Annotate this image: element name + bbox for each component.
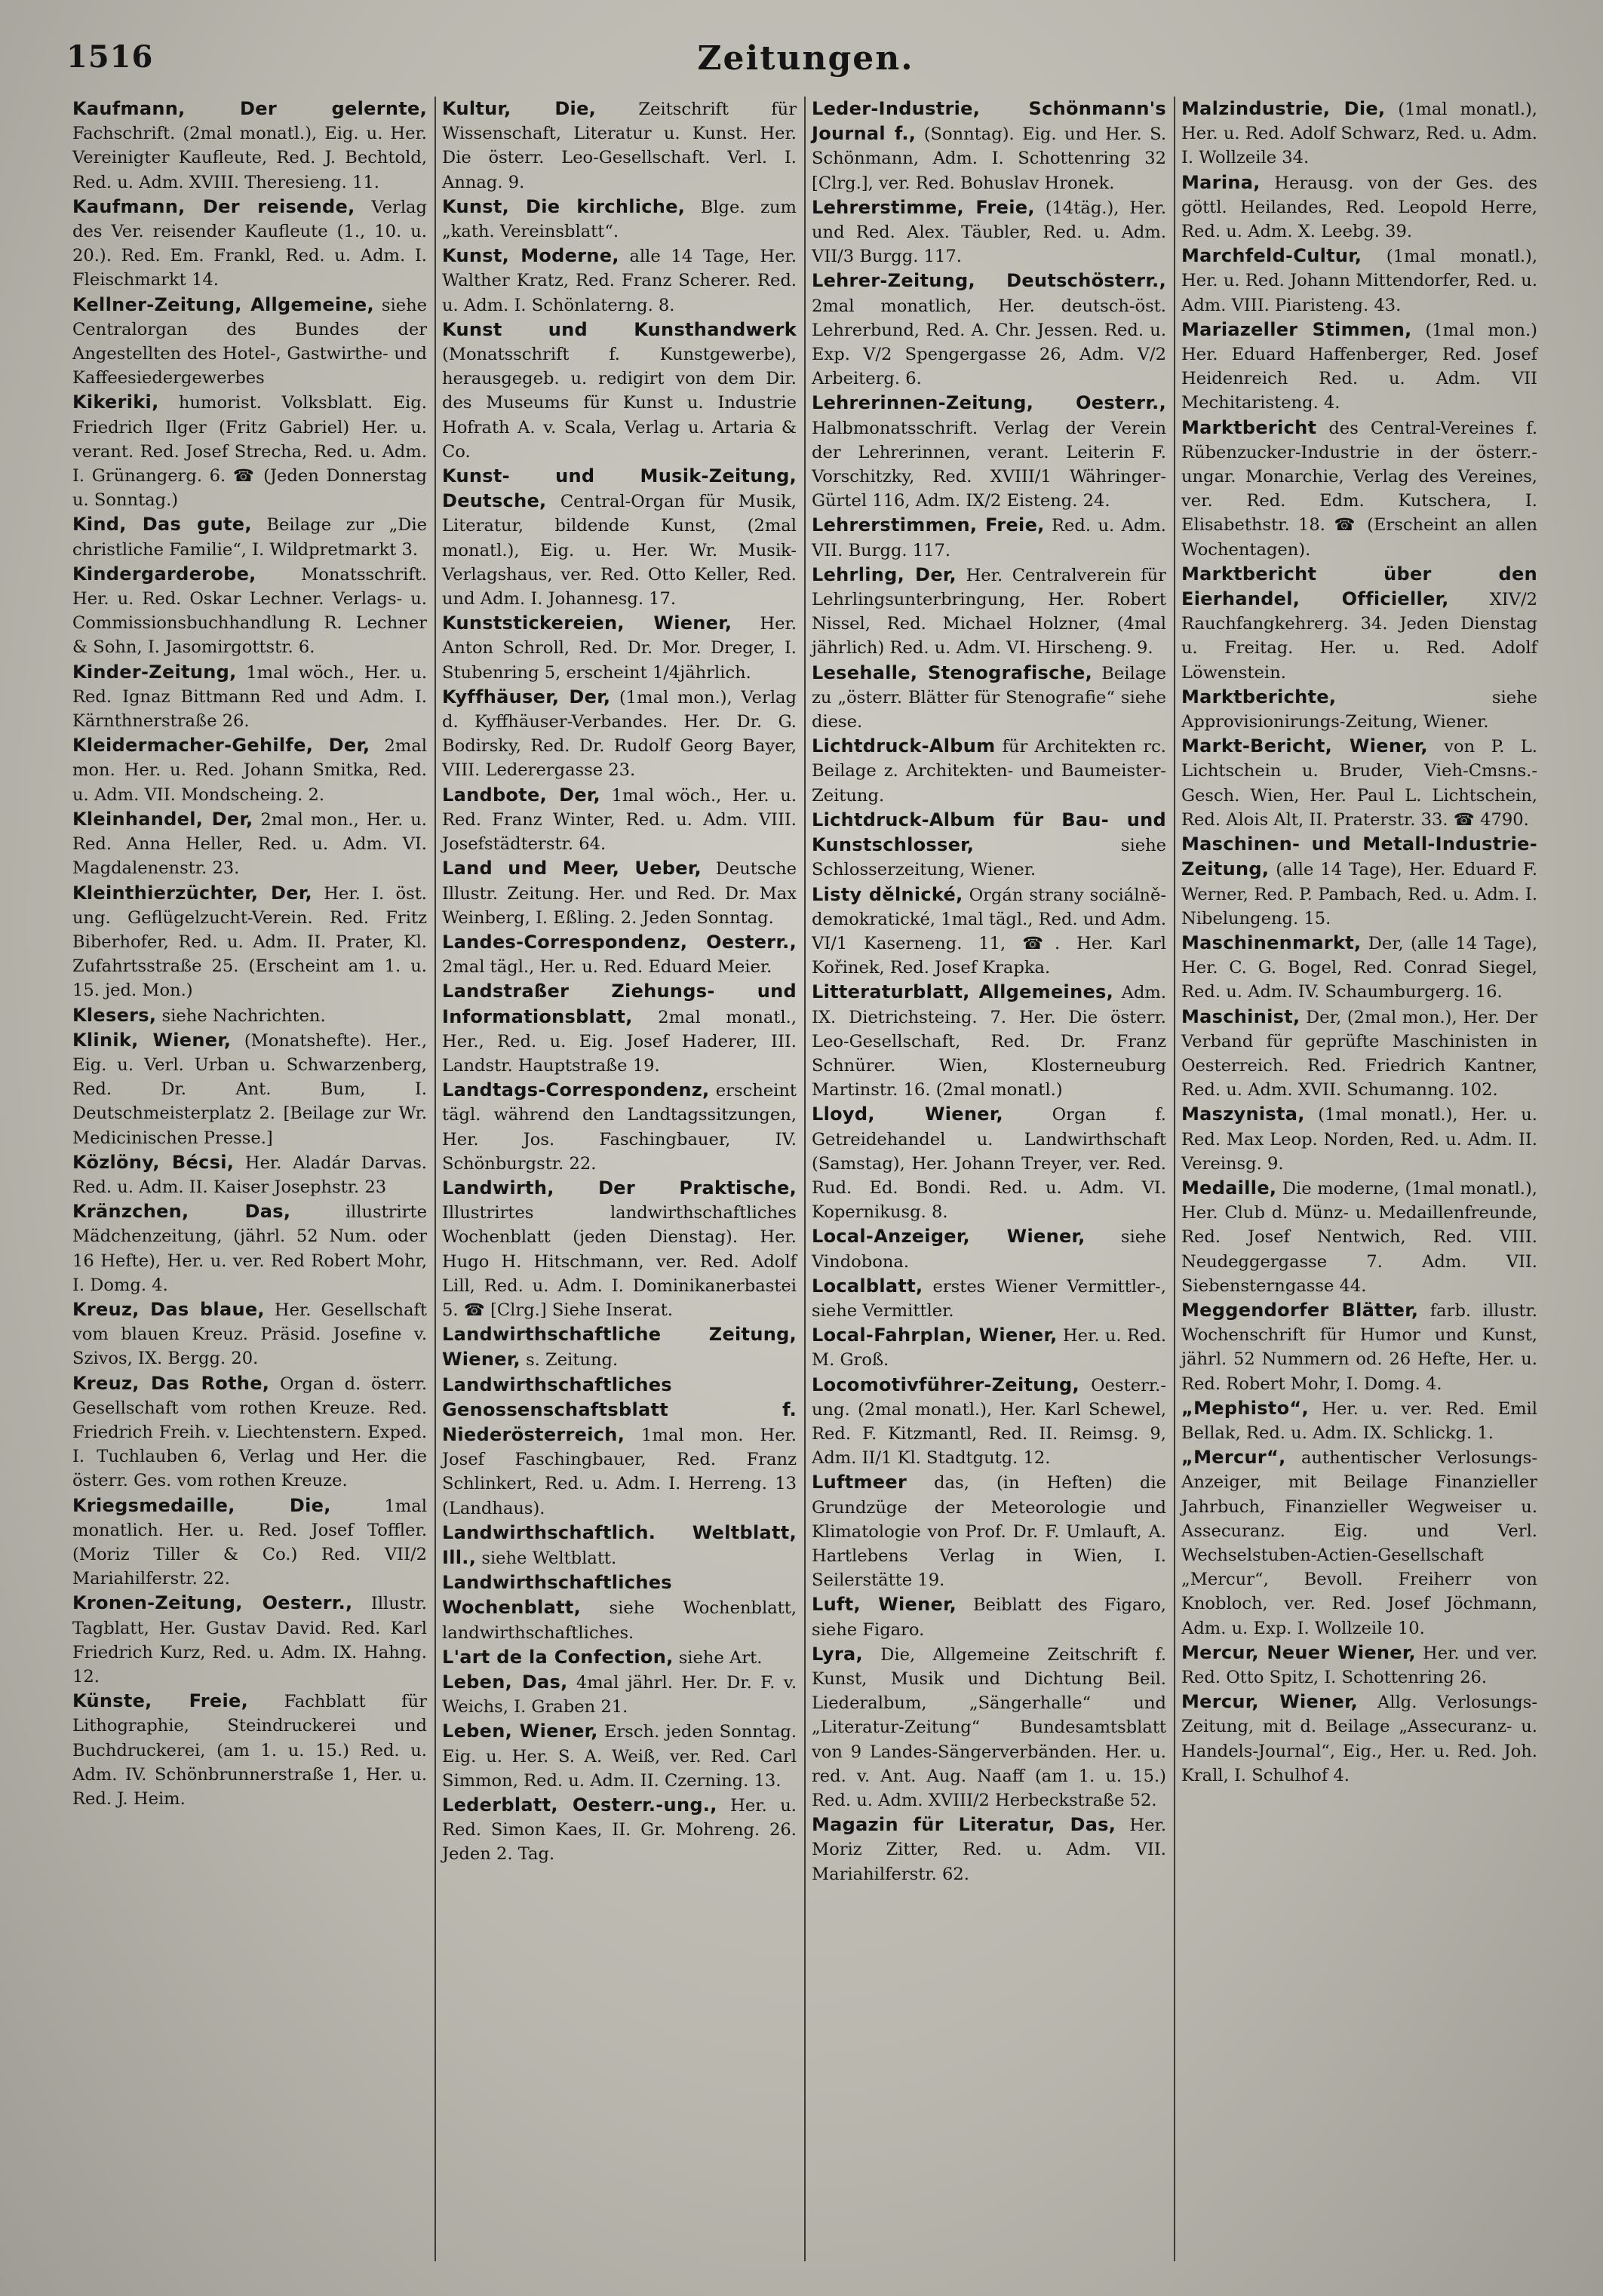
directory-entry: [442, 1570, 797, 1645]
directory-entry: [1181, 734, 1537, 832]
directory-entry: [1181, 931, 1537, 1005]
entry-text: Blge. zum „kath. Vereinsblatt“.: [442, 197, 797, 242]
entry-text: (1mal monatl.), Her. u. Red. Max Leop. Norden, Red. u. Adm. II. Vereinsg. 9.: [1181, 1105, 1537, 1174]
entry-heading: Klinik, Wiener,: [72, 1029, 232, 1051]
entry-text: 2mal monatl., Her., Red. u. Eig. Josef Haderer, III. Landstr. Hauptstraße 19.: [442, 1007, 797, 1076]
directory-entry: [442, 195, 797, 244]
entry-heading: Maschinist,: [1181, 1005, 1301, 1027]
entry-text: humorist. Volksblatt. Eig. Friedrich Ilger (Fritz Gabriel) Her. u. verant. Red. Josef Strecha, Red. u. Adm. I. Grünangerg. 6. ☎ (Jeden Donnerstag u. Sonntag.): [72, 393, 427, 511]
entry-heading: Landwirthschaftliche Zeitung, Wiener,: [442, 1324, 797, 1371]
entry-text: illustrirte Mädchenzeitung, (jährl. 52 Num. oder 16 Hefte), Her. u. ver. Red Robert Mohr, I. Domg. 4.: [72, 1202, 427, 1295]
entry-text: (Monatshefte). Her., Eig. u. Verl. Urban u. Schwarzenberg, Red. Dr. Ant. Bum, I. Deutschmeisterplatz 2. [Beilage zur Wr. Medicinischen Presse.]: [72, 1030, 428, 1148]
directory-entry: [812, 1592, 1166, 1641]
directory-entry: [72, 1591, 427, 1689]
entry-heading: Kunst, Moderne,: [442, 245, 619, 267]
entry-text: (alle 14 Tage), Her. Eduard F. Werner, Red. P. Pambach, Red. u. Adm. I. Nibelungeng. 15.: [1181, 860, 1537, 929]
entry-text: 4mal jährl. Her. Dr. F. v. Weichs, I. Graben 21.: [442, 1673, 797, 1717]
entry-heading: Leder-Industrie, Schönmann's Journal f.,: [812, 98, 1166, 145]
entry-text: Beilage zur „Die christliche Familie“, I. Wildpretmarkt 3.: [72, 515, 428, 560]
entry-heading: Medaille,: [1181, 1177, 1277, 1199]
entry-heading: Marktbericht: [1181, 416, 1317, 438]
entry-heading: Landtags-Correspondenz,: [442, 1079, 710, 1101]
directory-entry: [442, 244, 797, 318]
directory-entry: [442, 1645, 797, 1670]
directory-entry: [812, 97, 1166, 195]
entry-text: alle 14 Tage, Her. Walther Kratz, Red. Franz Scherer. Red. u. Adm. I. Schönlaterng. 8.: [442, 247, 797, 315]
entry-text: Monatsschrift. Her. u. Red. Oskar Lechner. Verlags- u. Commissionsbuchhandlung R. Lechner & Sohn, I. Jasomirgottstr. 6.: [72, 564, 427, 658]
entry-heading: Lyra,: [812, 1643, 863, 1665]
directory-entry: [1181, 1690, 1537, 1788]
entry-heading: Kaufmann, Der reisende,: [72, 195, 355, 217]
entry-text: 2mal tägl., Her. u. Red. Eduard Meier.: [442, 957, 772, 978]
directory-entry: [812, 808, 1166, 882]
text-columns: [66, 97, 1545, 2261]
directory-entry: [1181, 244, 1537, 318]
entry-heading: Kriegsmedaille, Die,: [72, 1494, 331, 1516]
entry-heading: Kyffhäuser, Der,: [442, 686, 611, 708]
directory-entry: [1181, 170, 1537, 244]
entry-text: 1mal wöch., Her. u. Red. Ignaz Bittmann Red und Adm. I. Kärnthnerstraße 26.: [72, 662, 427, 732]
directory-entry: [812, 1224, 1166, 1273]
entry-text: siehe Vindobona.: [812, 1227, 1166, 1272]
entry-heading: Maschinen- und Metall-Industrie-Zeitung,: [1181, 833, 1537, 880]
entry-text: Orgán strany sociálně-demokratické, 1mal tägl., Red. und Adm. VI/1 Kaserneng. 11, ☎. Her. Karl Kořinek, Red. Josef Krapka.: [812, 885, 1167, 978]
entry-heading: Kunst und Kunsthandwerk: [442, 318, 797, 340]
entry-text: (14täg.), Her. und Red. Alex. Täubler, Red. u. Adm. VII/3 Burgg. 117.: [812, 198, 1166, 267]
page-title: Zeitungen.: [697, 39, 914, 78]
entry-text: des Central-Vereines f. Rübenzucker-Industrie in der österr.-ungar. Monarchie, Verlag des Vereines, ver. Red. Edm. Kutschera, I. Elisabethstr. 18. ☎ (Erscheint an allen Wochentagen).: [1181, 418, 1537, 560]
entry-text: 2mal mon., Her. u. Red. Anna Heller, Red. u. Adm. VI. Magdalenenstr. 23.: [72, 809, 427, 879]
entry-text: Die, Allgemeine Zeitschrift f. Kunst, Musik und Dichtung Beil. Liederalbum, „Sängerhalle“ und „Literatur-Zeitung“ Bundesamtsblatt von 9 Landes-Sängerverbänden. Her. u. red. v. Ant. Aug. Naaff (am 1. u. 15.) Red. u. Adm. XVIII/2 Herbeckstraße 52.: [812, 1644, 1166, 1811]
entry-heading: Meggendorfer Blätter,: [1181, 1299, 1419, 1321]
entry-heading: Kunst- und Musik-Zeitung, Deutsche,: [442, 465, 797, 512]
entry-text: (Sonntag). Eig. und Her. S. Schönmann, Adm. I. Schottenring 32 [Clrg.], ver. Red. Bohuslav Hronek.: [812, 124, 1167, 193]
page-number: 1516: [66, 39, 154, 75]
directory-entry: [812, 882, 1166, 981]
directory-entry: [72, 1297, 427, 1371]
directory-entry: [72, 1371, 427, 1493]
entry-text: von P. L. Lichtschein u. Bruder, Vieh-Cmsns.-Gesch. Wien, Her. Paul L. Lichtschein, Red. Alois Alt, II. Praterstr. 33. ☎ 4790.: [1181, 737, 1537, 830]
entry-heading: Listy dělnické,: [812, 883, 963, 905]
entry-text: 1mal monatlich. Her. u. Red. Josef Toffler. (Moriz Tiller & Co.) Red. VII/2 Mariahilferstr. 22.: [72, 1496, 427, 1589]
column-4: [1175, 97, 1545, 2261]
entry-text: (1mal mon.), Verlag d. Kyffhäuser-Verbandes. Her. Dr. G. Bodirsky, Red. Dr. Rudolf Georg Bayer, VIII. Lederergasse 23.: [442, 687, 797, 781]
entry-heading: Lehrerinnen-Zeitung, Oesterr.,: [812, 392, 1166, 414]
entry-text: erscheint tägl. während den Landtagssitzungen, Her. Jos. Faschingbauer, IV. Schönburgstr. 22.: [442, 1081, 797, 1174]
directory-entry: [812, 980, 1166, 1102]
directory-entry: [812, 1470, 1166, 1592]
directory-entry: [1181, 562, 1537, 685]
directory-entry: [442, 1322, 797, 1372]
column-3: [806, 97, 1175, 2261]
entry-heading: Landwirthschaftliches Wochenblatt,: [442, 1572, 672, 1619]
entry-heading: Marina,: [1181, 171, 1261, 193]
entry-text: siehe Centralorgan des Bundes der Angestellten des Hotel-, Gastwirthe- und Kaffeesiedergewerbes: [72, 295, 427, 388]
entry-text: s. Zeitung.: [526, 1350, 619, 1371]
entry-text: erstes Wiener Vermittler-, siehe Vermittler.: [812, 1276, 1166, 1321]
entry-text: Organ d. österr. Gesellschaft vom rothen Kreuze. Red. Friedrich Freih. v. Liechtenstern. Exped. I. Tuchlauben 6, Verlag und Her. die österr. Ges. vom rothen Kreuze.: [72, 1374, 428, 1491]
entry-heading: Kreuz, Das Rothe,: [72, 1372, 270, 1394]
directory-entry: [442, 1078, 797, 1176]
column-1: [66, 97, 436, 2261]
directory-entry: [72, 1028, 427, 1150]
directory-entry: [442, 1521, 797, 1570]
entry-text: Oesterr.-ung. (2mal monatl.), Her. Karl Schewel, Red. F. Kitzmantl, Red. II. Reimsg. 9, Adm. II/1 Kl. Stadtgutg. 12.: [812, 1375, 1166, 1469]
entry-text: Her. Aladár Darvas. Red. u. Adm. II. Kaiser Josephstr. 23: [72, 1153, 427, 1197]
directory-entry: [812, 1102, 1166, 1224]
entry-heading: Lehrer-Zeitung, Deutschösterr.,: [812, 270, 1166, 292]
entry-heading: Kaufmann, Der gelernte,: [72, 98, 427, 119]
entry-heading: Kleinthierzüchter, Der,: [72, 882, 312, 904]
directory-entry: [812, 195, 1166, 269]
entry-heading: Kleidermacher-Gehilfe, Der,: [72, 735, 370, 757]
entry-text: 2mal mon. Her. u. Red. Johann Smitka, Red. u. Adm. VII. Mondscheing. 2.: [72, 736, 427, 805]
entry-text: siehe Art.: [678, 1647, 763, 1668]
entry-text: siehe Approvisionirungs-Zeitung, Wiener.: [1181, 687, 1537, 732]
directory-entry: [812, 734, 1166, 808]
entry-heading: Markt-Bericht, Wiener,: [1181, 735, 1428, 757]
entry-heading: Mercur, Neuer Wiener,: [1181, 1641, 1416, 1663]
directory-entry: [1181, 318, 1537, 416]
entry-text: Deutsche Illustr. Zeitung. Her. und Red. Dr. Max Weinberg, I. Eßling. 2. Jeden Sonntag.: [442, 859, 797, 928]
entry-text: 1mal mon. Her. Josef Faschingbauer, Red. Franz Schlinkert, Red. u. Adm. I. Herreng. 13 (Landhaus).: [442, 1425, 797, 1518]
directory-entry: [442, 930, 797, 979]
entry-text: Her. Anton Schroll, Red. Dr. Mor. Dreger, I. Stubenring 5, erscheint 1/4jährlich.: [442, 614, 797, 683]
directory-entry: [442, 1719, 797, 1793]
entry-heading: Malzindustrie, Die,: [1181, 98, 1386, 119]
entry-heading: „Mephisto“,: [1181, 1397, 1309, 1419]
entry-heading: Lichtdruck-Album: [812, 735, 996, 757]
directory-entry: [442, 979, 797, 1078]
entry-heading: Land und Meer, Ueber,: [442, 858, 702, 879]
entry-text: Der, (alle 14 Tage), Her. C. G. Bogel, Red. Conrad Siegel, Red. u. Adm. IV. Schaumburgerg. 16.: [1181, 933, 1537, 1002]
entry-heading: Marktberichte,: [1181, 686, 1337, 708]
entry-heading: Kreuz, Das blaue,: [72, 1298, 265, 1320]
directory-entry: [812, 1813, 1166, 1886]
entry-heading: Mariazeller Stimmen,: [1181, 318, 1412, 340]
directory-entry: [812, 1373, 1166, 1471]
directory-entry: [1181, 1396, 1537, 1445]
entry-heading: Landwirthschaftliches Genossenschaftsblatt f. Niederösterreich,: [442, 1374, 797, 1445]
directory-entry: [442, 464, 797, 611]
entry-text: Herausg. von der Ges. des göttl. Heilandes, Red. Leopold Herre, Red. u. Adm. X. Leebg. 39.: [1181, 173, 1537, 242]
entry-text: siehe Wochenblatt, landwirthschaftliches.: [442, 1598, 797, 1643]
entry-text: Her. Moriz Zitter, Red. u. Adm. VII. Mariahilferstr. 62.: [812, 1816, 1166, 1884]
entry-text: Verlag des Ver. reisender Kaufleute (1., 10. u. 20.). Red. Em. Frankl, Red. u. Adm. I. Fleischmarkt 14.: [72, 197, 427, 290]
entry-text: Beilage zu „österr. Blätter für Stenografie“ siehe diese.: [812, 663, 1166, 732]
entry-heading: Lederblatt, Oesterr.-ung.,: [442, 1794, 717, 1816]
directory-entry: [72, 390, 427, 512]
entry-heading: Marchfeld-Cultur,: [1181, 245, 1362, 267]
directory-entry: [812, 513, 1166, 562]
entry-heading: Landes-Correspondenz, Oesterr.,: [442, 931, 797, 953]
entry-heading: Landbote, Der,: [442, 784, 600, 806]
entry-text: 2mal monatlich, Her. deutsch-öst. Lehrerbund, Red. A. Chr. Jessen. Red. u. Exp. V/2 Spengergasse 26, Adm. V/2 Arbeiterg. 6.: [812, 296, 1166, 389]
directory-entry: [1181, 1298, 1537, 1396]
entry-text: Zeitschrift für Wissenschaft, Literatur u. Kunst. Her. Die österr. Leo-Gesellschaft. Verl. I. Annag. 9.: [442, 100, 797, 192]
directory-entry: [72, 195, 427, 293]
entry-text: Beiblatt des Figaro, siehe Figaro.: [812, 1595, 1166, 1640]
entry-text: authentischer Verlosungs-Anzeiger, mit Beilage Finanzieller Jahrbuch, Finanzieller Wegweiser u. Assecuranz. Eig. und Verl. Wechselstuben-Actien-Gesellschaft „Mercur“, Bevoll. Freiherr von Knobloch, ver. Red. Josef Jöchmann, Adm. u. Exp. I. Wollzeile 10.: [1181, 1448, 1537, 1638]
entry-text: Her. I. öst. ung. Geflügelzucht-Verein. Red. Fritz Biberhofer, Red. u. Adm. II. Prater, Kl. Zufahrtsstraße 25. (Erscheint am 1. u. 15. jed. Mon.): [72, 883, 427, 1001]
entry-text: 1mal wöch., Her. u. Red. Franz Winter, Red. u. Adm. VIII. Josefstädterstr. 64.: [442, 785, 797, 855]
entry-heading: Landwirth, Der Praktische,: [442, 1177, 797, 1199]
entry-text: Illustrirtes landwirthschaftliches Wochenblatt (jeden Dienstag). Her. Hugo H. Hitschmann, ver. Red. Adolf Lill, Red. u. Adm. I. Dominikanerbastei 5. ☎ [Clrg.] Siehe Inserat.: [442, 1203, 797, 1320]
entry-text: (1mal monatl.), Her. u. Red. Adolf Schwarz, Red. u. Adm. I. Wollzeile 34.: [1181, 100, 1537, 168]
entry-heading: Leben, Wiener,: [442, 1720, 598, 1742]
entry-text: Red. u. Adm. VII. Burgg. 117.: [812, 516, 1166, 560]
entry-heading: Kunststickereien, Wiener,: [442, 612, 732, 634]
entry-text: (1mal mon.) Her. Eduard Haffenberger, Red. Josef Heidenreich Red. u. Adm. VII Mechitaristeng. 4.: [1181, 320, 1537, 413]
directory-entry: [1181, 832, 1537, 931]
directory-entry: [1181, 416, 1537, 562]
entry-heading: Kunst, Die kirchliche,: [442, 195, 686, 217]
directory-entry: [72, 97, 427, 195]
entry-text: Illustr. Tagblatt, Her. Gustav David. Red. Karl Friedrich Kurz, Red. u. Adm. IX. Hahng. 12.: [72, 1594, 427, 1687]
directory-entry: [812, 661, 1166, 735]
directory-entry: [812, 269, 1166, 391]
entry-text: Central-Organ für Musik, Literatur, bildende Kunst, (2mal monatl.), Eig. u. Her. Wr. Musik-Verlagshaus, ver. Red. Otto Keller, Red. und Adm. I. Johannesg. 17.: [442, 492, 797, 609]
entry-heading: Locomotivführer-Zeitung,: [812, 1374, 1079, 1395]
entry-text: Die moderne, (1mal monatl.), Her. Club d. Münz- u. Medaillenfreunde, Red. Josef Nentwich, Red. VIII. Neudeggergasse 7. Adm. VII. Siebensterngasse 44.: [1181, 1178, 1537, 1296]
directory-entry: [72, 512, 427, 561]
directory-entry: [442, 1373, 797, 1521]
entry-heading: Kränzchen, Das,: [72, 1201, 291, 1223]
directory-entry: [442, 856, 797, 930]
entry-heading: Marktbericht über den Eierhandel, Officieller,: [1181, 563, 1537, 610]
entry-text: siehe Nachrichten.: [161, 1005, 326, 1026]
directory-entry: [812, 1323, 1166, 1372]
directory-entry: [442, 97, 797, 195]
column-2: [436, 97, 806, 2261]
entry-heading: Local-Anzeiger, Wiener,: [812, 1226, 1086, 1248]
entry-heading: Luftmeer: [812, 1472, 907, 1493]
entry-text: XIV/2 Rauchfangkehrerg. 34. Jeden Dienstag u. Freitag. Her. u. Red. Adolf Löwenstein.: [1181, 590, 1537, 683]
directory-entry: [442, 318, 797, 464]
directory-entry: [1181, 685, 1537, 734]
entry-heading: Künste, Freie,: [72, 1690, 249, 1712]
entry-heading: Kikeriki,: [72, 391, 159, 413]
entry-heading: Landstraßer Ziehungs- und Informationsblatt,: [442, 981, 797, 1027]
entry-text: (1mal monatl.), Her. u. Red. Johann Mittendorfer, Red. u. Adm. VIII. Piaristeng. 43.: [1181, 247, 1538, 315]
entry-text: Her. und ver. Red. Otto Spitz, I. Schottenring 26.: [1181, 1643, 1538, 1687]
entry-text: das, (in Heften) die Grundzüge der Meteorologie und Klimatologie von Prof. Dr. F. Umlauft, A. Hartlebens Verlag in Wien, I. Seilerstätte 19.: [812, 1473, 1166, 1591]
directory-entry: [442, 1670, 797, 1719]
directory-entry: [72, 660, 427, 734]
entry-text: siehe Weltblatt.: [481, 1548, 617, 1568]
directory-entry: [1181, 1176, 1537, 1298]
directory-entry: [1181, 1641, 1537, 1690]
entry-heading: Klesers,: [72, 1004, 157, 1026]
entry-heading: Lichtdruck-Album für Bau- und Kunstschlosser,: [812, 809, 1166, 856]
entry-text: Organ f. Getreidehandel u. Landwirthschaft (Samstag), Her. Johann Treyer, ver. Red. Rud. Ed. Bondi. Red. u. Adm. VI. Kopernikusg. 8.: [812, 1105, 1166, 1223]
entry-text: Ersch. jeden Sonntag. Eig. u. Her. S. A. Weiß, ver. Red. Carl Simmon, Red. u. Adm. II. Czerning. 13.: [442, 1722, 797, 1791]
directory-entry: [72, 1003, 427, 1028]
entry-heading: Lesehalle, Stenografische,: [812, 661, 1092, 683]
directory-entry: [1181, 1102, 1537, 1176]
directory-entry: [72, 807, 427, 881]
entry-text: Halbmonatsschrift. Verlag der Verein der Lehrerinnen, verant. Leiterin F. Vorschitzky, Red. XVIII/1 Währinger-Gürtel 116, Adm. IX/2 Eisteng. 24.: [812, 418, 1166, 511]
entry-heading: Luft, Wiener,: [812, 1594, 957, 1616]
entry-heading: Mercur, Wiener,: [1181, 1691, 1359, 1713]
entry-text: (Monatsschrift f. Kunstgewerbe), herausgegeb. u. redigirt von dem Dir. des Museums für Kunst u. Industrie Hofrath A. v. Scala, Verlag u. Artaria & Co.: [442, 345, 797, 462]
entry-heading: Lehrerstimme, Freie,: [812, 196, 1035, 218]
entry-heading: Local-Fahrplan, Wiener,: [812, 1324, 1058, 1346]
directory-entry: [1181, 1445, 1537, 1641]
entry-text: Der, (2mal mon.), Her. Der Verband für geprüfte Maschinisten in Oesterreich. Red. Friedrich Kantner, Red. u. Adm. XVII. Schumanng. 102.: [1181, 1007, 1538, 1100]
entry-heading: Lehrerstimmen, Freie,: [812, 514, 1045, 536]
entry-heading: „Mercur“,: [1181, 1447, 1286, 1469]
entry-text: für Architekten rc. Beilage z. Architekten- und Baumeister-Zeitung.: [812, 737, 1166, 806]
entry-text: Her. u. Red. M. Groß.: [812, 1326, 1167, 1371]
entry-heading: Lehrling, Der,: [812, 563, 957, 585]
directory-entry: [812, 1274, 1166, 1323]
directory-entry: [72, 1689, 427, 1811]
entry-heading: Lloyd, Wiener,: [812, 1103, 1003, 1125]
entry-heading: Kronen-Zeitung, Oesterr.,: [72, 1592, 353, 1614]
entry-heading: Kultur, Die,: [442, 98, 597, 119]
entry-heading: Maszynista,: [1181, 1103, 1305, 1125]
entry-heading: Kellner-Zeitung, Allgemeine,: [72, 293, 374, 315]
page-header: [66, 39, 1545, 84]
entry-heading: Landwirthschaftlich. Weltblatt, Ill.,: [442, 1521, 797, 1568]
directory-entry: [812, 391, 1166, 513]
entry-heading: Localblatt,: [812, 1275, 923, 1297]
directory-entry: [72, 1150, 427, 1199]
entry-text: Allg. Verlosungs-Zeitung, mit d. Beilage „Assecuranz- u. Handels-Journal“, Eig., Her. u. Red. Joh. Krall, I. Schulhof 4.: [1181, 1693, 1537, 1785]
directory-entry: [72, 293, 427, 391]
directory-entry: [72, 881, 427, 1003]
entry-text: Her. u. ver. Red. Emil Bellak, Red. u. Adm. IX. Schlickg. 1.: [1181, 1398, 1537, 1443]
entry-text: Fachblatt für Lithographie, Steindruckerei und Buchdruckerei, (am 1. u. 15.) Red. u. Adm. IV. Schönbrunnerstraße 1, Her. u. Red. J. Heim.: [72, 1692, 427, 1809]
directory-entry: [442, 1176, 797, 1322]
entry-heading: Kinder-Zeitung,: [72, 661, 237, 683]
entry-heading: Leben, Das,: [442, 1671, 568, 1693]
directory-entry: [72, 1493, 427, 1592]
directory-entry: [72, 733, 427, 807]
entry-text: Fachschrift. (2mal monatl.), Eig. u. Her. Vereinigter Kaufleute, Red. J. Bechtold, Red. u. Adm. XVIII. Theresieng. 11.: [72, 124, 427, 192]
entry-heading: Maschinenmarkt,: [1181, 932, 1362, 953]
directory-entry: [72, 1199, 427, 1297]
entry-heading: Litteraturblatt, Allgemeines,: [812, 981, 1114, 1003]
directory-entry: [812, 563, 1166, 661]
directory-entry: [812, 1642, 1166, 1813]
entry-text: Her. Gesellschaft vom blauen Kreuz. Präsid. Josefine v. Szivos, IX. Bergg. 20.: [72, 1300, 427, 1369]
directory-entry: [1181, 1005, 1537, 1103]
directory-entry: [442, 1793, 797, 1867]
directory-entry: [442, 611, 797, 685]
entry-text: farb. illustr. Wochenschrift für Humor und Kunst, jährl. 52 Nummern od. 26 Hefte, Her. u. Red. Robert Mohr, I. Domg. 4.: [1181, 1300, 1537, 1394]
directory-entry: [72, 562, 427, 660]
entry-text: siehe Schlosserzeitung, Wiener.: [812, 836, 1166, 880]
entry-text: Her. Centralverein für Lehrlingsunterbringung, Her. Robert Nissel, Red. Michael Holzner, (4mal jährlich) Red. u. Adm. VI. Hirscheng. 9.: [812, 565, 1166, 658]
entry-heading: L'art de la Confection,: [442, 1646, 674, 1668]
entry-heading: Kind, Das gute,: [72, 514, 252, 536]
directory-entry: [1181, 97, 1537, 170]
entry-heading: Kleinhandel, Der,: [72, 808, 253, 830]
entry-heading: Magazin für Literatur, Das,: [812, 1814, 1116, 1836]
entry-text: Adm. IX. Dietrichsteing. 7. Her. Die österr. Leo-Gesellschaft, Red. Dr. Franz Schnürer. Wien, Klosterneuburg Martinstr. 16. (2mal monatl.): [812, 983, 1167, 1100]
entry-heading: Kindergarderobe,: [72, 563, 256, 585]
directory-entry: [442, 783, 797, 857]
directory-entry: [442, 685, 797, 783]
entry-heading: Közlöny, Bécsi,: [72, 1151, 235, 1173]
entry-text: Her. u. Red. Simon Kaes, II. Gr. Mohreng. 26. Jeden 2. Tag.: [442, 1796, 797, 1865]
